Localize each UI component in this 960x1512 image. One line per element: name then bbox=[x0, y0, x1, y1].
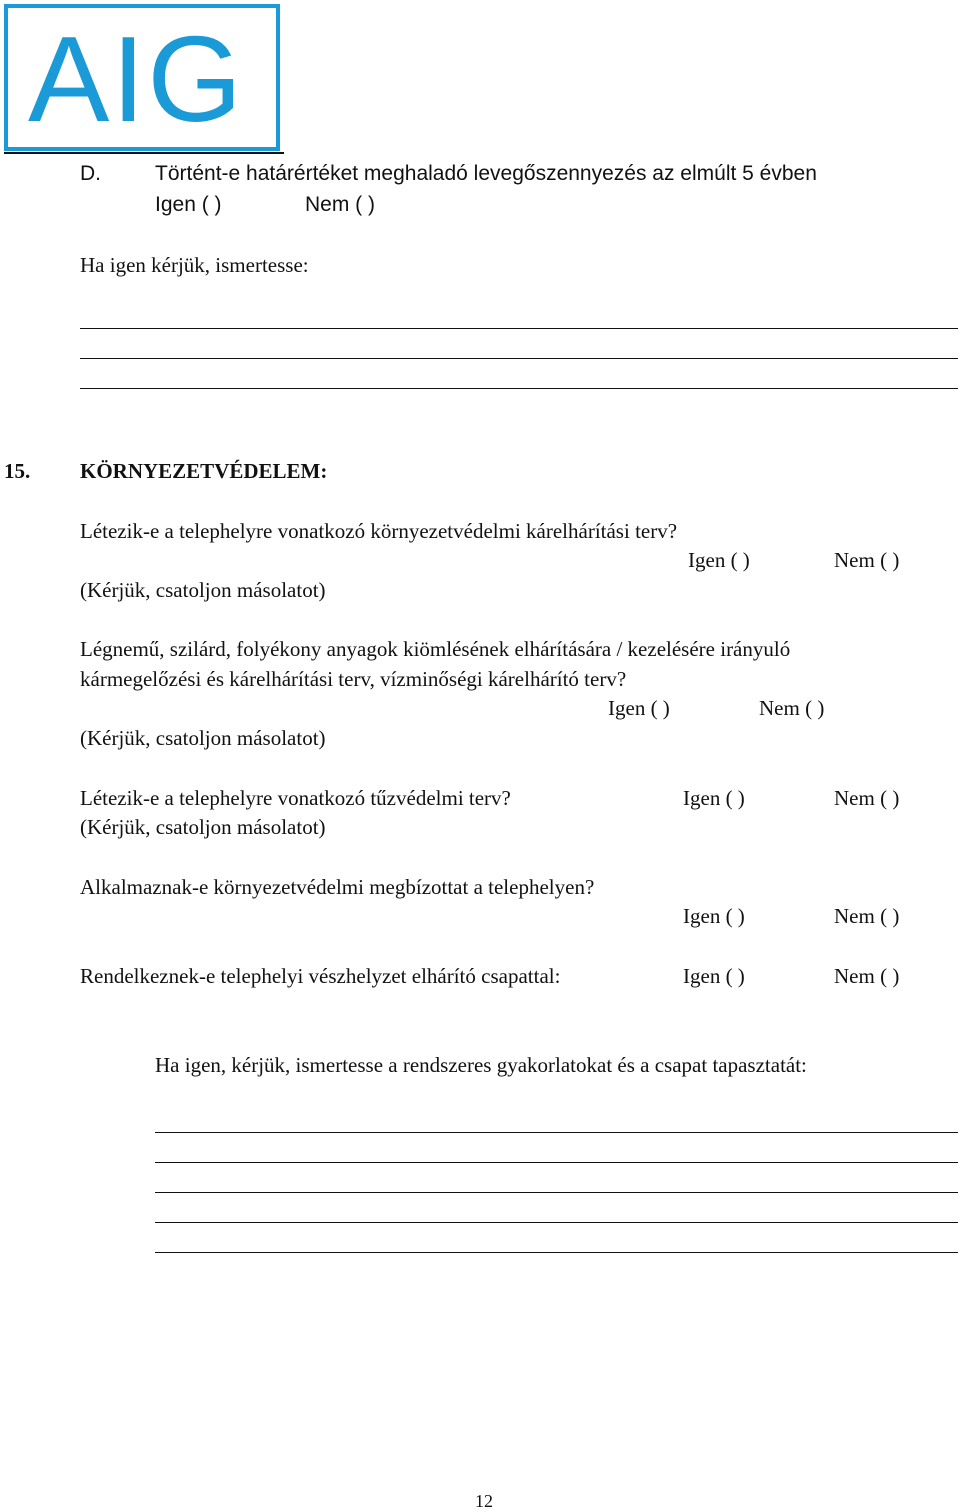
q5-text: Rendelkeznek-e telephelyi vészhelyzet elhárító csapattal: bbox=[80, 964, 561, 988]
answer-line[interactable] bbox=[155, 1192, 958, 1193]
q3-note: (Kérjük, csatoljon másolatot) bbox=[80, 815, 326, 839]
q3-text: Létezik-e a telephelyre vonatkozó tűzvédelmi terv? bbox=[80, 786, 511, 810]
q5-no-option[interactable]: Nem ( ) bbox=[834, 964, 900, 988]
section-d-yes-option[interactable]: Igen ( ) bbox=[155, 193, 222, 216]
q1-no-option[interactable]: Nem ( ) bbox=[834, 548, 900, 572]
q2-text-line2: kármegelőzési és kárelhárítási terv, vízminőségi kárelhárító terv? bbox=[80, 667, 627, 691]
page-number: 12 bbox=[475, 1491, 493, 1511]
answer-line[interactable] bbox=[155, 1222, 958, 1223]
section-15-number: 15. bbox=[4, 459, 31, 483]
answer-line[interactable] bbox=[155, 1162, 958, 1163]
section-d-question: Történt-e határértéket meghaladó levegőszennyezés az elmúlt 5 évben bbox=[155, 162, 817, 185]
aig-logo-text: AIG bbox=[28, 11, 245, 147]
q2-note: (Kérjük, csatoljon másolatot) bbox=[80, 726, 326, 750]
header-rule bbox=[4, 152, 284, 154]
q3-no-option[interactable]: Nem ( ) bbox=[834, 786, 900, 810]
q1-text: Létezik-e a telephelyre vonatkozó környezetvédelmi kárelhárítási terv? bbox=[80, 519, 678, 543]
q4-no-option[interactable]: Nem ( ) bbox=[834, 904, 900, 928]
q4-text: Alkalmaznak-e környezetvédelmi megbízottat a telephelyen? bbox=[80, 875, 595, 899]
answer-line[interactable] bbox=[155, 1132, 958, 1133]
section-d-no-option[interactable]: Nem ( ) bbox=[305, 193, 375, 216]
q4-yes-option[interactable]: Igen ( ) bbox=[683, 904, 745, 928]
answer-line[interactable] bbox=[80, 388, 958, 389]
section-15-title: KÖRNYEZETVÉDELEM: bbox=[80, 459, 328, 483]
q2-yes-option[interactable]: Igen ( ) bbox=[608, 696, 670, 720]
answer-line[interactable] bbox=[80, 358, 958, 359]
q1-note: (Kérjük, csatoljon másolatot) bbox=[80, 578, 326, 602]
q5-followup: Ha igen, kérjük, ismertesse a rendszeres gyakorlatokat és a csapat tapasztatát: bbox=[155, 1053, 807, 1077]
section-d-label: D. bbox=[80, 162, 101, 185]
q5-yes-option[interactable]: Igen ( ) bbox=[683, 964, 745, 988]
answer-line[interactable] bbox=[155, 1252, 958, 1253]
q1-yes-option[interactable]: Igen ( ) bbox=[688, 548, 750, 572]
aig-logo bbox=[4, 4, 280, 151]
q3-yes-option[interactable]: Igen ( ) bbox=[683, 786, 745, 810]
answer-line[interactable] bbox=[80, 328, 958, 329]
section-d-followup: Ha igen kérjük, ismertesse: bbox=[80, 253, 309, 277]
q2-no-option[interactable]: Nem ( ) bbox=[759, 696, 825, 720]
q2-text-line1: Légnemű, szilárd, folyékony anyagok kiömlésének elhárítására / kezelésére irányuló bbox=[80, 637, 791, 661]
